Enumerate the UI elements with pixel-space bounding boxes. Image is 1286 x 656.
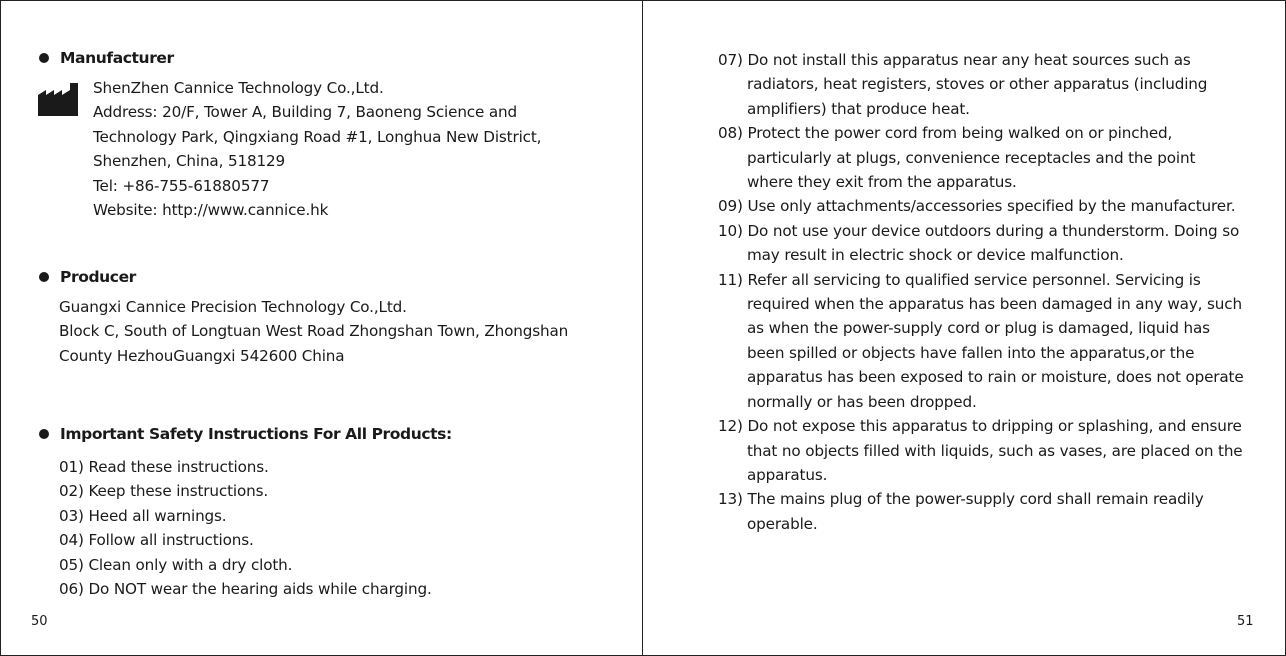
bullet-icon: [39, 53, 49, 63]
list-item: 02) Keep these instructions.: [59, 482, 269, 501]
list-item-line: where they exit from the apparatus.: [747, 173, 1017, 192]
list-item-line: required when the apparatus has been damaged in any way, such: [747, 295, 1242, 314]
list-item: [718, 219, 1244, 268]
list-item: 03) Heed all warnings.: [59, 506, 227, 525]
manufacturer-line: Technology Park, Qingxiang Road #1, Longhua New District,: [93, 127, 542, 146]
list-item-line: operable.: [747, 514, 818, 533]
list-item-line: normally or has been dropped.: [747, 392, 977, 411]
bullet-icon: [39, 272, 49, 282]
list-item-first-line: 12) Do not expose this apparatus to dripping or splashing, and ensure: [718, 417, 1242, 436]
list-item: [718, 194, 1244, 218]
list-item-first-line: 09) Use only attachments/accessories specified by the manufacturer.: [718, 197, 1236, 216]
producer-line: Guangxi Cannice Precision Technology Co.,Ltd.: [59, 298, 407, 316]
list-item-line: radiators, heat registers, stoves or other apparatus (including: [747, 75, 1208, 94]
producer-details: [59, 295, 568, 368]
list-item: [718, 48, 1244, 121]
manufacturer-factory-icon: [38, 83, 83, 116]
list-item: 06) Do NOT wear the hearing aids while charging.: [59, 580, 432, 599]
list-item: 04) Follow all instructions.: [59, 531, 254, 550]
list-item-first-line: 10) Do not use your device outdoors during a thunderstorm. Doing so: [718, 221, 1240, 240]
manufacturer-line: Tel: +86-755-61880577: [93, 176, 270, 195]
manufacturer-details: [93, 76, 541, 222]
producer-line: County HezhouGuangxi 542600 China: [59, 346, 345, 365]
page-number-left: 50: [31, 614, 48, 629]
list-item-line: been spilled or objects have fallen into the apparatus,or the: [747, 343, 1195, 362]
list-item-line: amplifiers) that produce heat.: [747, 99, 970, 118]
list-item-line: particularly at plugs, convenience receptacles and the point: [747, 148, 1196, 167]
list-item-line: apparatus has been exposed to rain or moisture, does not operate: [747, 368, 1244, 387]
left-page: [1, 1, 642, 655]
right-page: [643, 1, 1285, 655]
manufacturer-line: ShenZhen Cannice Technology Co.,Ltd.: [93, 79, 384, 97]
list-item-line: apparatus.: [747, 465, 828, 484]
manufacturer-heading: Manufacturer: [60, 49, 174, 67]
producer-line: Block C, South of Longtuan West Road Zhongshan Town, Zhongshan: [59, 322, 569, 341]
producer-heading: Producer: [60, 268, 136, 286]
producer-heading-row: [39, 268, 136, 286]
safety-heading: Important Safety Instructions For All Products:: [60, 425, 452, 443]
bullet-icon: [39, 429, 49, 439]
list-item-first-line: 08) Protect the power cord from being walked on or pinched,: [718, 124, 1173, 143]
manufacturer-line: Address: 20/F, Tower A, Building 7, Baoneng Science and: [93, 103, 517, 122]
manufacturer-line: Website: http://www.cannice.hk: [93, 201, 329, 220]
list-item: 01) Read these instructions.: [59, 458, 269, 476]
list-item-first-line: 07) Do not install this apparatus near any heat sources such as: [718, 51, 1191, 69]
list-item-line: as when the power-supply cord or plug is damaged, liquid has: [747, 319, 1210, 338]
page-number-right: 51: [1237, 614, 1254, 629]
list-item-first-line: 11) Refer all servicing to qualified service personnel. Servicing is: [718, 270, 1201, 289]
list-item-first-line: 13) The mains plug of the power-supply cord shall remain readily: [718, 490, 1204, 509]
list-item: [718, 487, 1244, 536]
list-item: [718, 268, 1244, 414]
safety-list: [59, 455, 432, 601]
safety-heading-row: [39, 425, 452, 443]
list-item: [718, 414, 1244, 487]
manufacturer-heading-row: [39, 49, 174, 67]
list-item: 05) Clean only with a dry cloth.: [59, 555, 293, 574]
list-item: [718, 121, 1244, 194]
safety-list-continued: [718, 48, 1244, 536]
list-item-line: that no objects filled with liquids, such as vases, are placed on the: [747, 441, 1243, 460]
list-item-line: may result in electric shock or device malfunction.: [747, 246, 1124, 265]
manufacturer-line: Shenzhen, China, 518129: [93, 152, 286, 171]
